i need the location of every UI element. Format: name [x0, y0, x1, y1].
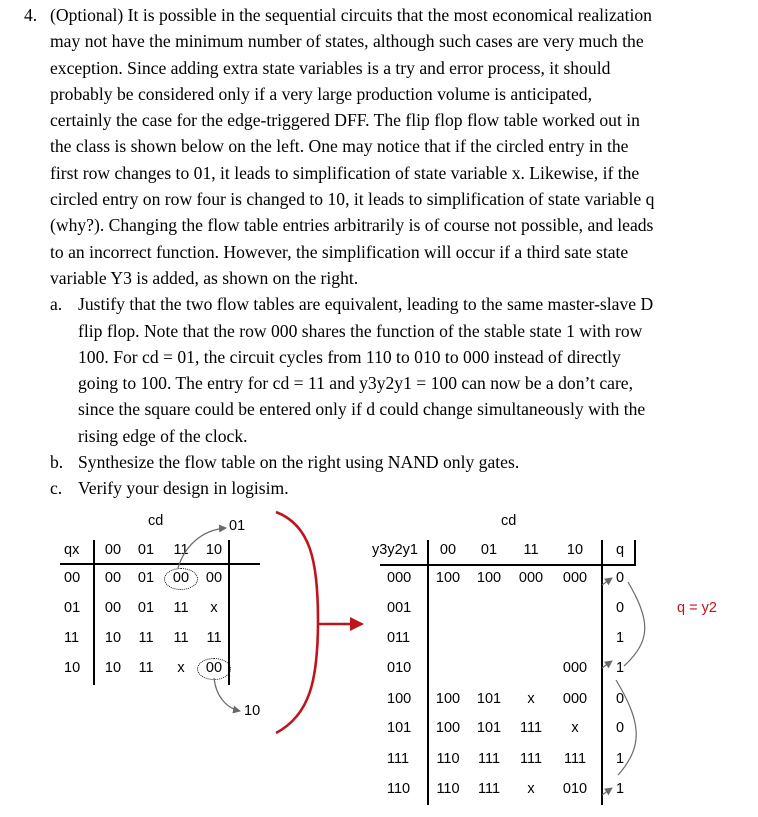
left-cell: 11	[173, 630, 189, 646]
left-col-header: 10	[205, 542, 223, 558]
right-col-header: 00	[439, 542, 457, 558]
right-cell: 111	[519, 720, 543, 736]
left-col-header: 01	[137, 542, 155, 558]
left-table-vertical-rule	[93, 540, 95, 685]
left-cell: 10	[104, 630, 122, 646]
right-q-cell: 1	[615, 781, 625, 797]
red-bracket	[276, 512, 318, 733]
right-cell: 100	[435, 691, 461, 707]
right-q-cell: 1	[615, 660, 625, 676]
paragraph-line: exception. Since adding extra state variables is a try and error process, it should	[50, 57, 611, 78]
left-col-header: 00	[104, 542, 122, 558]
right-cell: 100	[435, 720, 461, 736]
right-row-label: 100	[387, 691, 412, 707]
right-row-label: 110	[387, 781, 411, 797]
left-cell: 11	[206, 630, 222, 646]
left-cell: 00	[205, 570, 223, 586]
right-row-label: 111	[387, 751, 410, 767]
item-a	[24, 291, 740, 449]
left-col-variable: cd	[148, 513, 164, 529]
right-q-cell: 1	[615, 751, 625, 767]
left-cell: 11	[138, 630, 154, 646]
paragraph-line: first row changes to 01, it leads to simplification of state variable x. Likewise, if the	[50, 162, 640, 183]
right-q-cell: 0	[615, 691, 625, 707]
paragraph-line: circled entry on row four is changed to 10, it leads to simplification of state variable q	[50, 189, 655, 210]
right-q-cell: 0	[615, 720, 625, 736]
right-cell: 100	[435, 570, 461, 586]
left-row-label: 01	[64, 600, 81, 616]
item-line: Synthesize the flow table on the right using NAND only gates.	[78, 452, 520, 473]
problem-4	[24, 2, 740, 502]
right-q-header: q	[615, 542, 625, 558]
right-cell: 100	[476, 570, 502, 586]
item-label: b.	[50, 452, 64, 473]
right-cell: 110	[436, 751, 460, 767]
left-row-label: 11	[64, 630, 80, 646]
left-table-header-rule	[60, 563, 260, 565]
right-q-cell: 0	[615, 570, 625, 586]
item-label: c.	[50, 478, 63, 499]
right-table-header-rule	[380, 564, 635, 566]
right-cell: 000	[518, 570, 544, 586]
paragraph-line: certainly the case for the edge-triggered DFF. The flip flop flow table worked out in	[50, 110, 640, 131]
right-row-label: 011	[387, 630, 411, 646]
right-q-cell: 0	[615, 600, 625, 616]
paragraph-line: (Optional) It is possible in the sequential circuits that the most economical realization	[50, 5, 652, 25]
left-col-header: 11	[173, 542, 189, 558]
right-cell: 101	[476, 691, 502, 707]
right-cell: 111	[477, 751, 501, 767]
left-cell: x	[210, 600, 218, 616]
right-col-header: 10	[566, 542, 584, 558]
paragraph-line: probably be considered only if a very large production volume is anticipated,	[50, 83, 592, 104]
right-cell: 111	[477, 781, 501, 797]
right-q-cell: 1	[615, 630, 625, 646]
left-cell: 11	[173, 600, 189, 616]
item-c	[24, 475, 740, 501]
right-cell: x	[527, 781, 535, 797]
left-row-label: 10	[64, 660, 81, 676]
equation-q-equals-y2: q = y2	[677, 600, 717, 616]
left-cell-circled: 00	[205, 660, 223, 676]
left-cell: 11	[138, 660, 154, 676]
right-cell: 111	[563, 751, 587, 767]
paragraph-line: variable Y3 is added, as shown on the right.	[50, 267, 359, 288]
left-cell: x	[177, 660, 185, 676]
right-cell: 000	[562, 691, 588, 707]
paragraph-line: the class is shown below on the left. One may notice that if the circled entry in the	[50, 136, 629, 157]
right-cell: x	[527, 691, 535, 707]
right-cell: 110	[436, 781, 460, 797]
right-table-vertical-rule	[427, 540, 429, 805]
circle-mark-row1	[164, 568, 198, 590]
circle-mark-row4	[197, 658, 231, 680]
right-row-variable: y3y2y1	[372, 542, 418, 558]
left-cell: 00	[104, 600, 122, 616]
right-row-label: 101	[387, 720, 412, 736]
q-curve-upper	[624, 582, 645, 666]
arrow-to-10	[214, 678, 240, 711]
item-line: rising edge of the clock.	[78, 425, 248, 446]
item-line: going to 100. The entry for cd = 11 and y3y2y1 = 100 can now be a don’t care,	[78, 373, 634, 394]
item-line: since the square could be entered only if d could change simultaneously with the	[78, 399, 646, 420]
item-line: Justify that the two flow tables are equivalent, leading to the same master-slave D	[78, 294, 654, 315]
left-cell-circled: 00	[172, 570, 190, 586]
problem-number: 4.	[24, 5, 38, 25]
right-row-label: 000	[387, 570, 412, 586]
right-cell: x	[571, 720, 579, 736]
item-line: Verify your design in logisim.	[78, 478, 289, 499]
right-cell: 000	[562, 660, 588, 676]
right-cell: 010	[562, 781, 588, 797]
item-line: flip flop. Note that the row 000 shares the function of the stable state 1 with row	[78, 320, 643, 341]
paragraph-line: may not have the minimum number of states, although such cases are very much the	[50, 31, 644, 52]
right-table-q-rule-right	[634, 540, 636, 566]
right-col-header: 01	[480, 542, 498, 558]
right-col-variable: cd	[501, 513, 517, 529]
annotation-01: 01	[229, 518, 246, 534]
left-row-label: 00	[64, 570, 81, 586]
paragraph-line: (why?). Changing the flow table entries arbitrarily is of course not possible, and leads	[50, 215, 654, 236]
left-cell: 01	[137, 600, 155, 616]
left-cell: 01	[137, 570, 155, 586]
left-row-variable: qx	[64, 542, 80, 558]
right-table-q-rule	[601, 540, 603, 805]
left-cell: 00	[104, 570, 122, 586]
paragraph-line: to an incorrect function. However, the simplification will occur if a third sate state	[50, 241, 629, 262]
problem-paragraph	[50, 2, 740, 291]
item-label: a.	[50, 294, 63, 315]
item-line: 100. For cd = 01, the circuit cycles from 110 to 010 to 000 instead of directly	[78, 346, 621, 367]
left-cell: 10	[104, 660, 122, 676]
right-cell: 000	[562, 570, 588, 586]
right-cell: 101	[476, 720, 502, 736]
right-col-header: 11	[523, 542, 539, 558]
right-cell: 111	[519, 751, 543, 767]
annotation-10: 10	[244, 703, 261, 719]
right-row-label: 001	[387, 600, 412, 616]
right-row-label: 010	[387, 660, 412, 676]
item-b	[24, 449, 740, 475]
